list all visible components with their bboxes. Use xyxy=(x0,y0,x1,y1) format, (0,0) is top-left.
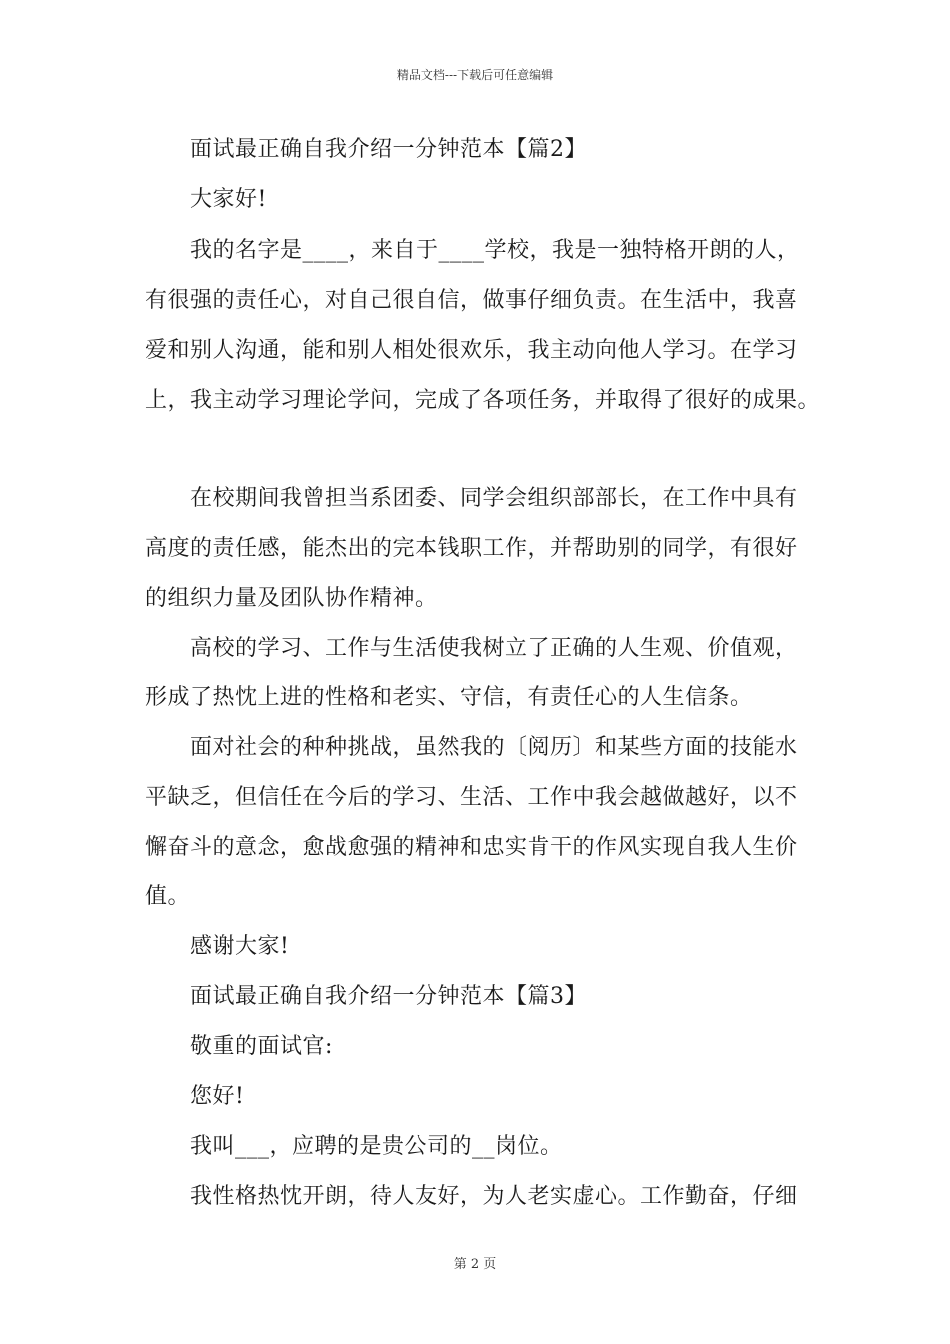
paragraph-line: 爱和别人沟通，能和别人相处很欢乐，我主动向他人学习。在学习 xyxy=(145,338,798,363)
paragraph-line: 懈奋斗的意念，愈战愈强的精神和忠实肯干的作风实现自我人生价 xyxy=(145,835,798,860)
paragraph-line: 平缺乏，但信任在今后的学习、生活、工作中我会越做越好，以不 xyxy=(145,785,798,810)
paragraph-line: 高校的学习、工作与生活使我树立了正确的人生观、价值观， xyxy=(190,636,798,661)
closing-line: 感谢大家! xyxy=(190,934,290,959)
paragraph-line: 我性格热忱开朗，待人友好，为人老实虚心。工作勤奋，仔细 xyxy=(190,1184,798,1209)
page-number: 第 2 页 xyxy=(453,1257,497,1272)
paragraph-line: 面对社会的种种挑战，虽然我的〔阅历〕和某些方面的技能水 xyxy=(190,735,798,760)
section-title: 面试最正确自我介绍一分钟范本【篇2】 xyxy=(190,137,587,162)
salutation: 敬重的面试官: xyxy=(190,1034,333,1059)
greeting: 大家好! xyxy=(190,187,267,212)
page-header: 精品文档---下载后可任意编辑 xyxy=(396,68,554,82)
paragraph-line: 高度的责任感，能杰出的完本钱职工作，并帮助别的同学，有很好 xyxy=(145,536,798,561)
paragraph-line: 我的名字是____，来自于____学校，我是一独特格开朗的人， xyxy=(190,238,800,263)
paragraph-line: 在校期间我曾担当系团委、同学会组织部部长，在工作中具有 xyxy=(190,486,798,511)
paragraph-line: 的组织力量及团队协作精神。 xyxy=(145,586,438,611)
greeting: 您好! xyxy=(190,1084,245,1109)
paragraph-line: 有很强的责任心，对自己很自信，做事仔细负责。在生活中，我喜 xyxy=(145,288,798,313)
paragraph-line: 形成了热忱上进的性格和老实、守信，有责任心的人生信条。 xyxy=(145,685,753,710)
paragraph-line: 值。 xyxy=(145,884,191,909)
paragraph-line: 我叫___，应聘的是贵公司的__岗位。 xyxy=(190,1134,563,1159)
section-title: 面试最正确自我介绍一分钟范本【篇3】 xyxy=(190,984,587,1009)
paragraph-line: 上，我主动学习理论学问，完成了各项任务，并取得了很好的成果。 xyxy=(145,388,821,413)
